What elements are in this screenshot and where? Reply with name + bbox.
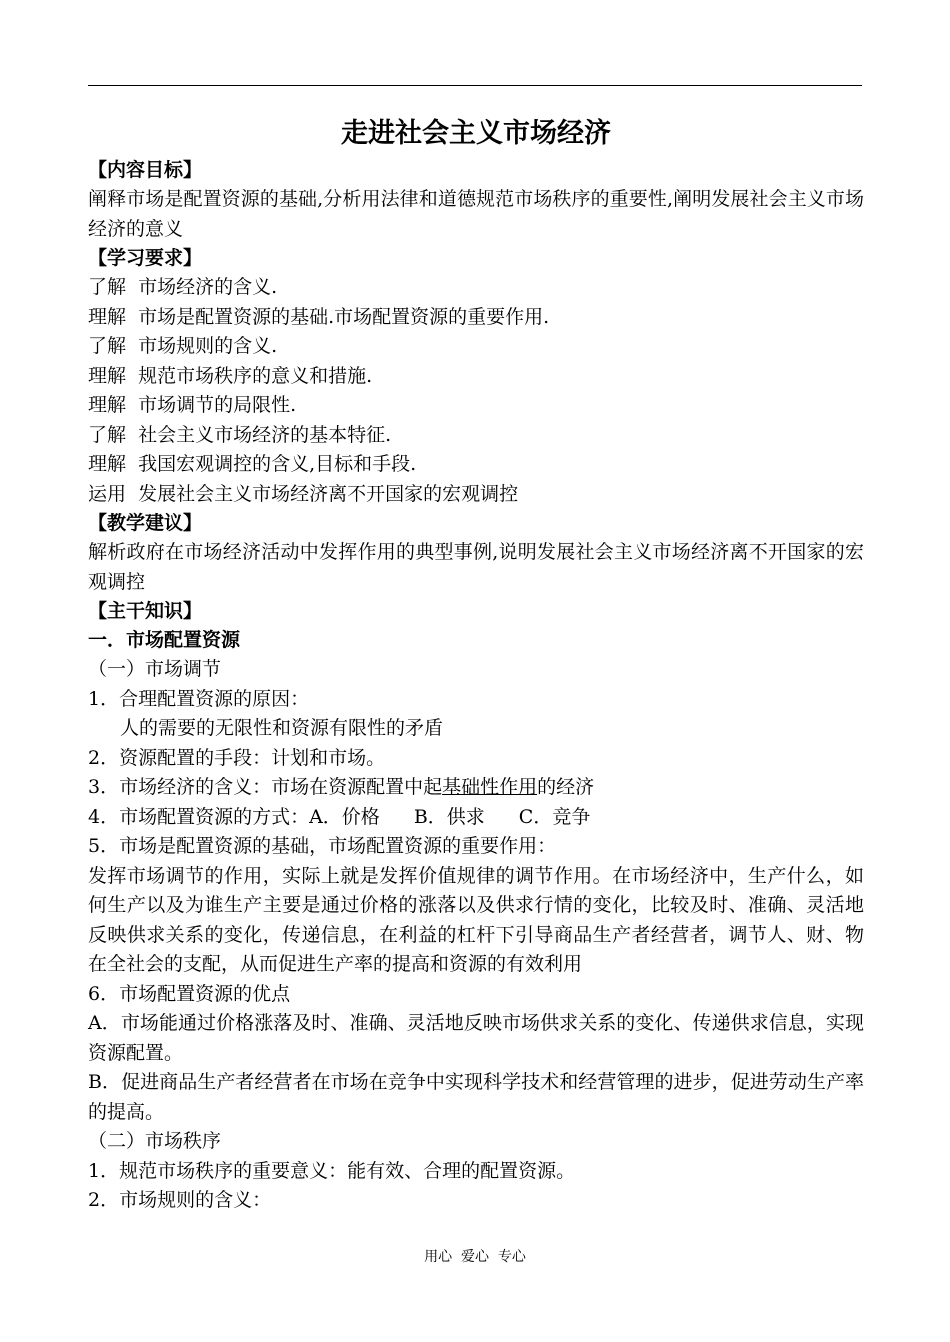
page-title: 走进社会主义市场经济 — [341, 118, 611, 149]
point-2: 2．资源配置的手段：计划和市场。 — [88, 746, 386, 769]
point-4-c: C．竞争 — [518, 805, 591, 828]
point-1: 1．合理配置资源的原因： — [88, 687, 310, 710]
point-4-a: 4．市场配置资源的方式：A．价格 — [88, 805, 380, 828]
order-point-1: 1．规范市场秩序的重要意义：能有效、合理的配置资源。 — [88, 1159, 576, 1182]
study-req-item: 理解 我国宏观调控的含义,目标和手段. — [88, 453, 417, 475]
point-1-detail: 人的需要的无限性和资源有限性的矛盾 — [120, 717, 444, 739]
point-5-paragraph: 发挥市场调节的作用，实际上就是发挥价值规律的调节作用。在市场经济中，生产什么，如何生产以及为谁生产主要是通过价格的涨落以及供求行情的变化，比较及时、准确、灵活地反映供求关系的变化，传递信息，在利益的杠杆下引导商品生产者经营者，调节人、财、物在全社会的支配，从而促进生产率的提高和资源的有效利用 — [88, 864, 864, 975]
heading-main-knowledge: 【主干知识】 — [88, 600, 203, 622]
point-4-b: B．供求 — [413, 805, 485, 828]
header-rule — [88, 85, 862, 86]
part1-title: 一．市场配置资源 — [88, 629, 241, 651]
point-6a: A．市场能通过价格涨落及时、准确、灵活地反映市场供求关系的变化、传递供求信息，实现资源配置。 — [88, 1012, 864, 1064]
subsection-market-regulation: （一）市场调节 — [88, 658, 222, 680]
content-goal-text: 阐释市场是配置资源的基础,分析用法律和道德规范市场秩序的重要性,阐明发展社会主义市场经济的意义 — [88, 188, 864, 240]
teaching-text: 解析政府在市场经济活动中发挥作用的典型事例,说明发展社会主义市场经济离不开国家的宏观调控 — [88, 541, 864, 593]
heading-study-req: 【学习要求】 — [88, 247, 203, 269]
study-req-item: 理解 市场是配置资源的基础.市场配置资源的重要作用. — [88, 305, 550, 328]
point-6: 6．市场配置资源的优点 — [88, 982, 291, 1005]
order-point-2: 2．市场规则的含义： — [88, 1189, 272, 1211]
point-3 — [88, 773, 864, 803]
point-5: 5．市场是配置资源的基础，市场配置资源的重要作用： — [88, 835, 557, 857]
study-req-item: 运用 发展社会主义市场经济离不开国家的宏观调控 — [88, 482, 519, 505]
point-3-underlined: 基础性作用 — [442, 776, 538, 798]
subsection-market-order: （二）市场秩序 — [88, 1130, 222, 1152]
study-req-item: 了解 社会主义市场经济的基本特征. — [88, 423, 392, 446]
page-footer: 用心 爱心 专心 — [424, 1249, 526, 1265]
point-6b: B．促进商品生产者经营者在市场在竞争中实现科学技术和经营管理的进步，促进劳动生产率的提高。 — [88, 1071, 864, 1123]
study-req-item: 了解 市场规则的含义. — [88, 335, 278, 357]
point-4 — [88, 803, 864, 833]
point-3-pre: 3．市场经济的含义：市场在资源配置中起 — [88, 776, 443, 798]
point-3-post: 的经济 — [537, 776, 595, 798]
study-req-item: 理解 市场调节的局限性. — [88, 394, 297, 416]
document-body — [88, 112, 864, 1216]
heading-teaching: 【教学建议】 — [88, 512, 203, 534]
heading-content-goal: 【内容目标】 — [88, 159, 203, 181]
study-req-item: 了解 市场经济的含义. — [88, 276, 278, 298]
study-req-item: 理解 规范市场秩序的意义和措施. — [88, 364, 373, 387]
